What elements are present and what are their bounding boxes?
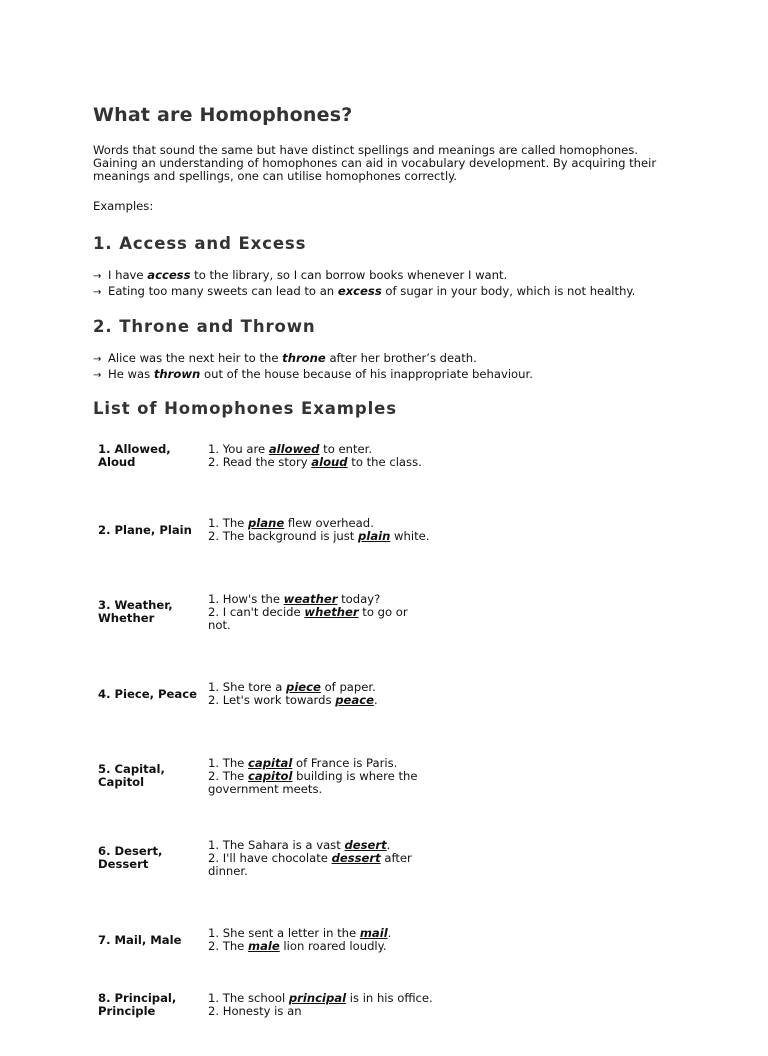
example-sentence: 2. Let's work towards peace. [208, 693, 378, 707]
homophone-word: capital [248, 755, 293, 770]
example-sentences [208, 562, 433, 644]
example-sentences [208, 432, 433, 480]
homophone-word: aloud [311, 455, 348, 469]
homophone-word: plane [248, 516, 285, 530]
homophone-pair: 1. Allowed, Aloud [98, 442, 171, 469]
highlighted-word: access [147, 268, 191, 282]
homophone-pair: 2. Plane, Plain [98, 522, 192, 537]
homophone-pair: 4. Piece, Peace [98, 686, 197, 701]
example-list-throne-thrown [93, 351, 533, 383]
table-row [93, 562, 433, 644]
table-row [93, 890, 433, 972]
example-sentence: 1. How's the weather today? [208, 591, 381, 606]
example-sentence: 2. The capitol building is where the government meets. [208, 768, 418, 796]
homophone-word: allowed [268, 442, 320, 456]
example-sentence: 1. You are allowed to enter. [208, 442, 373, 456]
example-sentence: 1. She sent a letter in the mail. [208, 926, 392, 940]
table-row [93, 432, 433, 480]
list-heading: List of Homophones Examples [93, 399, 397, 418]
page-title: What are Homophones? [93, 104, 353, 126]
table-row [93, 644, 433, 726]
list-item: → He was thrown out of the house because of his inappropriate behaviour. [93, 367, 533, 381]
arrow-icon: → [93, 354, 102, 365]
highlighted-word: excess [337, 284, 382, 298]
list-item: → Alice was the next heir to the throne after her brother’s death. [93, 351, 477, 365]
homophone-word: desert [344, 837, 387, 852]
example-sentence: 2. Read the story aloud to the class. [208, 455, 422, 469]
homophone-pair: 7. Mail, Male [98, 932, 182, 947]
homophone-word: dessert [331, 850, 381, 865]
homophone-word: whether [304, 604, 359, 619]
homophone-word: male [248, 939, 280, 953]
homophone-pair: 8. Principal, Principle [98, 991, 177, 1018]
examples-label: Examples: [93, 199, 154, 213]
arrow-icon: → [93, 271, 102, 282]
example-sentence: 2. The background is just plain white. [208, 529, 430, 543]
arrow-icon: → [93, 287, 102, 298]
homophone-word: mail [359, 926, 388, 940]
table-row [93, 726, 433, 808]
example-sentences [208, 644, 433, 726]
example-sentence: 2. Honesty is an [208, 1004, 302, 1018]
section-heading-throne-thrown: 2. Throne and Thrown [93, 317, 316, 336]
homophone-pair: 6. Desert, Dessert [98, 844, 163, 871]
table-row [93, 480, 433, 562]
homophone-pair: 5. Capital, Capitol [98, 762, 165, 789]
example-sentence: 2. I can't decide whether to go or not. [208, 604, 408, 632]
list-item: → Eating too many sweets can lead to an excess of sugar in your body, which is not healthy. [93, 284, 636, 298]
example-sentence: 1. The Sahara is a vast desert. [208, 837, 391, 852]
section-heading-access-excess: 1. Access and Excess [93, 234, 307, 253]
list-item: → I have access to the library, so I can borrow books whenever I want. [93, 268, 508, 282]
highlighted-word: thrown [153, 367, 201, 381]
example-sentences [208, 726, 433, 808]
example-sentence: 1. The plane flew overhead. [208, 516, 374, 530]
example-sentence: 1. The school principal is in his office. [208, 991, 433, 1005]
example-sentence: 1. The capital of France is Paris. [208, 755, 398, 770]
homophone-word: capitol [248, 768, 293, 783]
example-sentences [208, 808, 433, 890]
example-sentence: 2. I'll have chocolate dessert after dinner. [208, 850, 412, 878]
example-list-access-excess [93, 268, 635, 300]
example-sentences [208, 480, 433, 562]
homophone-word: peace [335, 693, 374, 707]
example-sentences [208, 972, 433, 1056]
homophone-word: weather [283, 591, 338, 606]
table-row [93, 808, 433, 890]
arrow-icon: → [93, 370, 102, 381]
example-sentences [208, 890, 433, 972]
example-sentence: 1. She tore a piece of paper. [208, 680, 376, 694]
homophone-word: principal [288, 991, 347, 1005]
table-row [93, 972, 433, 1056]
example-sentence: 2. The male lion roared loudly. [208, 939, 387, 953]
homophone-pair: 3. Weather, Whether [98, 598, 173, 625]
highlighted-word: throne [282, 351, 326, 365]
homophone-word: plain [358, 529, 391, 543]
intro-paragraph: Words that sound the same but have distinct spellings and meanings are called homophones. Gaining an understanding of homophones can aid in vocabulary development. By acquiring their meanings and spellings, one can utilise homophones correctly. [93, 143, 657, 183]
homophone-word: piece [286, 680, 321, 694]
homophones-table [93, 432, 433, 1056]
